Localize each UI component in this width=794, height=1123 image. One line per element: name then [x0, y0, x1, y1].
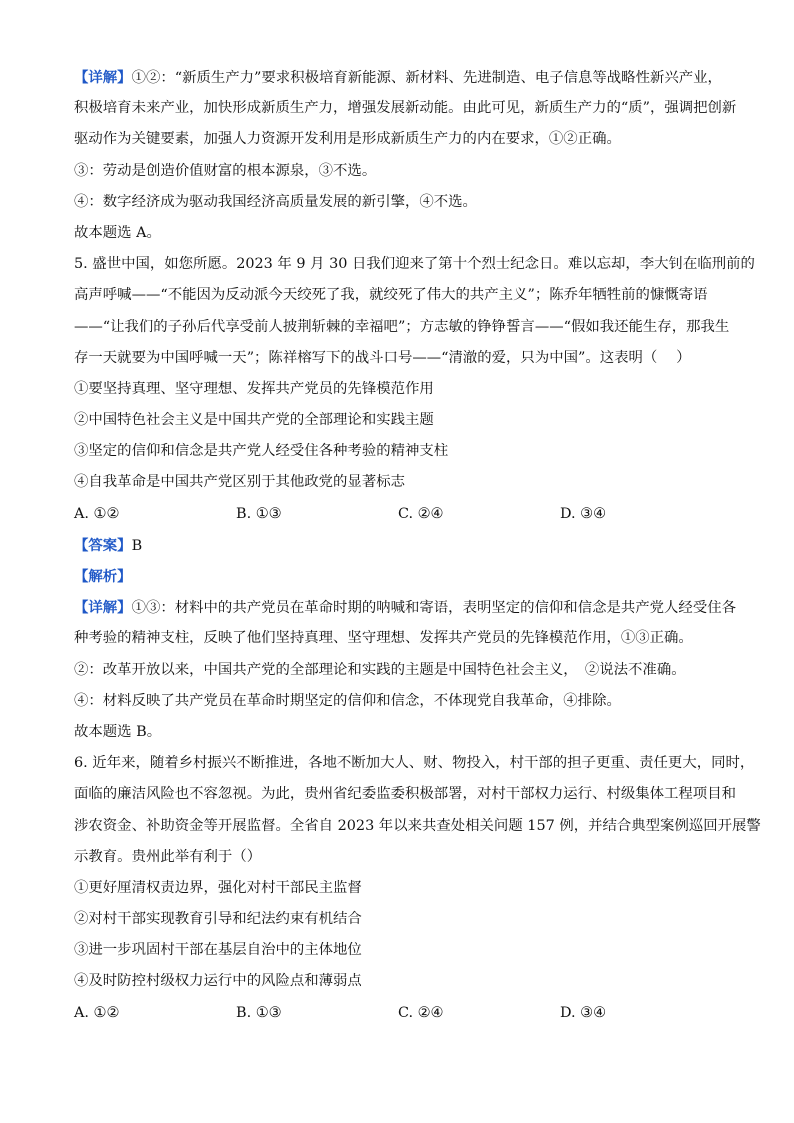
detail-line: 种考验的精神支柱，反映了他们坚持真理、坚守理想、发挥共产党员的先锋模范作用，①③正确。 [74, 630, 693, 647]
question-5-options [74, 499, 734, 530]
option-d: D. ③④ [560, 505, 606, 522]
detail-line [74, 62, 734, 93]
question-5-item: ②中国特色社会主义是中国共产党的全部理论和实践主题 [74, 412, 434, 429]
detail-line: ④：数字经济成为驱动我国经济高质量发展的新引擎，④不选。 [74, 193, 477, 210]
detail-tag: 【详解】 [74, 599, 132, 617]
option-c: C. ②④ [398, 505, 444, 522]
question-6-item: ①更好厘清权责边界，强化对村干部民主监督 [74, 879, 362, 896]
document-page [74, 62, 761, 1029]
option-d: D. ③④ [560, 1004, 606, 1021]
question-6-stem: 示教育。贵州此举有利于（） [74, 848, 262, 865]
option-c: C. ②④ [398, 1004, 444, 1021]
question-6-stem: 涉农资金、补助资金等开展监督。全省自 2023 年以来共查处相关问题 157 例，并结合典型案例巡回开展警 [74, 817, 761, 834]
analysis-tag: 【解析】 [74, 568, 132, 585]
question-5-stem: 5. 盛世中国，如您所愿。2023 年 9 月 30 日我们迎来了第十个烈士纪念日。难以忘却，李大钊在临刑前的 [74, 256, 755, 273]
answer-line [74, 530, 734, 561]
question-6-stem: 6. 近年来，随着乡村振兴不断推进，各地不断加大人、财、物投入，村干部的担子更重、责任更大，同时， [74, 755, 755, 772]
detail-line: ③：劳动是创造价值财富的根本源泉，③不选。 [74, 162, 377, 179]
detail-text: ①③：材料中的共产党员在革命时期的呐喊和寄语，表明坚定的信仰和信念是共产党人经受住各 [131, 600, 736, 617]
question-5-item: ④自我革命是中国共产党区别于其他政党的显著标志 [74, 474, 405, 491]
answer-value: B [131, 537, 143, 554]
question-5-item: ①要坚持真理、坚守理想、发挥共产党员的先锋模范作用 [74, 380, 434, 397]
question-6-item: ③进一步巩固村干部在基层自治中的主体地位 [74, 942, 362, 959]
option-a: A. ①② [74, 505, 120, 522]
answer-tag: 【答案】 [74, 536, 132, 554]
question-5-stem: 高声呼喊——“不能因为反动派今天绞死了我，就绞死了伟大的共产主义”；陈乔年牺牲前的慷慨寄语 [74, 287, 708, 304]
question-6-stem: 面临的廉洁风险也不容忽视。为此，贵州省纪委监委积极部署，对村干部权力运行、村级集体工程项目和 [74, 786, 736, 803]
question-6-item: ②对村干部实现教育引导和纪法约束有机结合 [74, 911, 362, 928]
question-6-options [74, 998, 734, 1029]
option-a: A. ①② [74, 1004, 120, 1021]
detail-line: 积极培育未来产业，加快形成新质生产力，增强发展新动能。由此可见，新质生产力的“质”，强调把创新 [74, 100, 737, 117]
detail-text: ①②：“新质生产力”要求积极培育新能源、新材料、先进制造、电子信息等战略性新兴产业， [131, 70, 722, 86]
question-5-stem: ——“让我们的子孙后代享受前人披荆斩棘的幸福吧”；方志敏的铮铮誓言——“假如我还能生存，那我生 [74, 318, 730, 335]
detail-line: 驱动作为关键要素，加强人力资源开发利用是形成新质生产力的内在要求，①②正确。 [74, 131, 621, 148]
detail-line [74, 592, 734, 623]
conclusion: 故本题选 A。 [74, 224, 161, 241]
question-5-stem: 存一天就要为中国呼喊一天”；陈祥榕写下的战斗口号——“清澈的爱，只为中国”。这表明（ ） [74, 349, 691, 366]
question-5-item: ③坚定的信仰和信念是共产党人经受住各种考验的精神支柱 [74, 443, 449, 460]
detail-line: ②：改革开放以来，中国共产党的全部理论和实践的主题是中国特色社会主义， ②说法不准确。 [74, 661, 686, 678]
question-6-item: ④及时防控村级权力运行中的风险点和薄弱点 [74, 973, 362, 990]
option-b: B. ①③ [236, 1004, 282, 1021]
detail-tag: 【详解】 [74, 69, 132, 86]
option-b: B. ①③ [236, 505, 282, 522]
conclusion: 故本题选 B。 [74, 723, 162, 740]
analysis-line [74, 561, 734, 592]
detail-line: ④：材料反映了共产党员在革命时期坚定的信仰和信念，不体现党自我革命，④排除。 [74, 692, 621, 709]
